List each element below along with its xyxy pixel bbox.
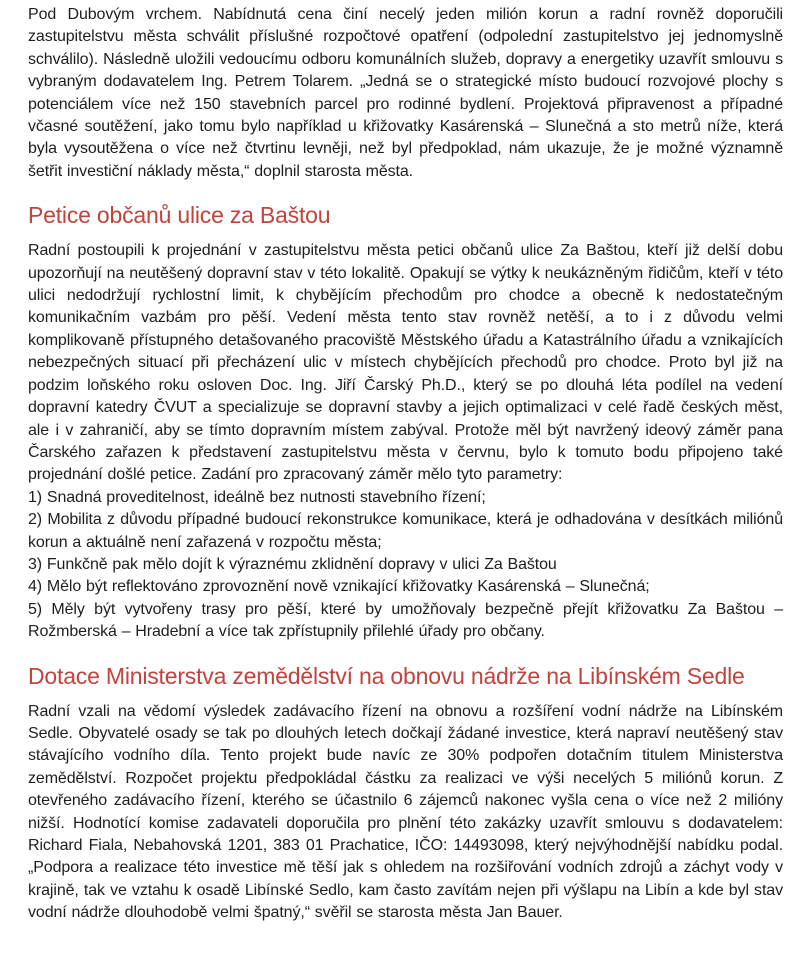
section-heading-dotace: Dotace Ministerstva zemědělství na obnovu nádrže na Libínském Sedle — [28, 662, 745, 689]
list-item-4: 4) Mělo být reflektováno zprovoznění nově vznikající křižovatky Kasárenská – Slunečná; — [28, 578, 650, 596]
section-petice-paragraph: Radní postoupili k projednání v zastupitelstvu města petici občanů ulice Za Baštou, kteří již delší dobu upozorňují na neutěšený dopravní stav v této lokalitě. Opakují se výtky k neukázněným řidičům, kteří v této ulici nedodržují rychlostní limit, k chybějícím přechodům pro chodce a obecně k nedostatečným komunikačním vazbám pro pěší. Vedení města tento stav rovněž netěší, a to i z důvodu velmi komplikovaně přístupného detašovaného pracoviště Městského úřadu a Katastrálního úřadu a vznikajících nebezpečných situací při přecházení ulic v místech chybějících přechodů pro chodce. Proto byl již na podzim loňského roku osloven Doc. Ing. Jiří Čarský Ph.D., který se po dlouhá léta podílel na vedení dopravní katedry ČVUT a specializuje se dopravní stavby a jejich optimalizaci v celé řadě českých měst, ale i v zahraničí, aby se tímto dopravním místem zabýval. Protože měl být navržený ideový záměr pana Čarského zařazen k představení zastupitelstvu města v červnu, bylo k tomuto bodu připojeno také projednání došlé petice. Zadání pro zpracovaný záměr mělo tyto parametry: — [28, 242, 783, 484]
section-heading-petice: Petice občanů ulice za Baštou — [28, 202, 331, 229]
list-item-1: 1) Snadná proveditelnost, ideálně bez nutnosti stavebního řízení; — [28, 488, 486, 506]
intro-paragraph: Pod Dubovým vrchem. Nabídnutá cena činí necelý jeden milión korun a radní rovněž doporučili zastupitelstvu města schválit příslušné rozpočtové opatření (odpolední zastupitelstvo jej jednomyslně schválilo). Následně uložili vedoucímu odboru komunálních služeb, dopravy a energetiky uzavřít smlouvu s vybraným dodavatelem Ing. Petrem Tolarem. „Jedná se o strategické místo budoucí rozvojové plochy s potenciálem více než 150 stavebních parcel pro rodinné bydlení. Projektová připravenost a případné včasné soutěžení, jako tomu bylo například u křižovatky Kasárenská – Slunečná a sto metrů níže, která byla vysoutěžena o více než čtvrtinu levněji, než byl předpoklad, nám ukazuje, že je možné významně šetřit investiční náklady města,“ doplnil starosta města. — [28, 6, 783, 180]
list-item-2: 2) Mobilita z důvodu případné budoucí rekonstrukce komunikace, která je odhadována v desítkách miliónů korun a aktuálně není zařazená v rozpočtu města; — [28, 511, 783, 551]
list-item-3: 3) Funkčně pak mělo dojít k výraznému zklidnění dopravy v ulici Za Baštou — [28, 555, 557, 573]
section-dotace-paragraph: Radní vzali na vědomí výsledek zadávacího řízení na obnovu a rozšíření vodní nádrže na Libínském Sedle. Obyvatelé osady se tak po dlouhých letech dočkají žádané investice, která napraví neutěšený stav stávajícího vodního díla. Tento projekt bude navíc ze 30% podpořen dotačním titulem Ministerstva zemědělství. Rozpočet projektu předpokládal částku za realizaci ve výši necelých 5 miliónů korun. Z otevřeného zadávacího řízení, kterého se účastnilo 6 zájemců nakonec vyšla cena o více než 2 milióny nižší. Hodnotící komise zadavateli doporučila pro plnění této zakázky uzavřít smlouvu s dodavatelem: Richard Fiala, Nebahovská 1201, 383 01 Prachatice, IČO: 14493098, který nejvýhodnější nabídku podal. „Podpora a realizace této investice mě těší jak s ohledem na rozšiřování vodních zdrojů a záchyt vody v krajině, tak ve vztahu k osadě Libínské Sedlo, kam často zavítám nejen při výšlapu na Libín a kde byl stav vodní nádrže dlouhodobě velmi špatný,“ svěřil se starosta města Jan Bauer. — [28, 702, 783, 922]
list-item-5: 5) Měly být vytvořeny trasy pro pěší, které by umožňovaly bezpečně přejít křižovatku Za Baštou – Rožmberská – Hradební a více tak zpřístupnily přilehlé úřady pro občany. — [28, 600, 783, 641]
